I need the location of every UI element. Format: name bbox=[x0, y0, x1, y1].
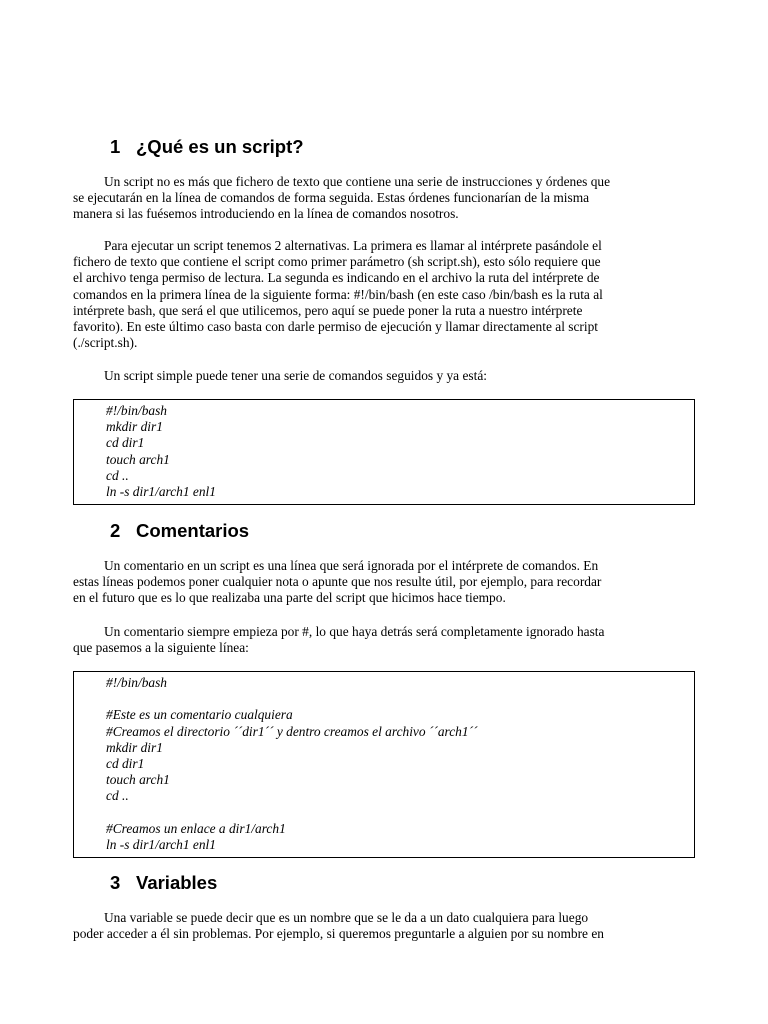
text-line: en el futuro que es lo que realizaba una parte del script que hicimos hace tiempo. bbox=[73, 590, 506, 606]
paragraph bbox=[73, 624, 695, 656]
code-line: cd dir1 bbox=[106, 756, 145, 771]
code-line: #Creamos un enlace a dir1/arch1 bbox=[106, 820, 286, 836]
paragraph bbox=[73, 368, 695, 384]
code-block bbox=[73, 399, 695, 505]
section-number: 1 bbox=[110, 136, 121, 157]
code-line: mkdir dir1 bbox=[106, 419, 163, 435]
code-line bbox=[106, 805, 694, 821]
code-line: ln -s dir1/arch1 enl1 bbox=[106, 484, 216, 500]
text-line: Un comentario en un script es una línea que será ignorada por el intérprete de comandos. En bbox=[104, 558, 599, 573]
text-line: (./script.sh). bbox=[73, 335, 138, 351]
section-number: 2 bbox=[110, 520, 121, 541]
paragraph bbox=[73, 174, 695, 223]
code-line: touch arch1 bbox=[106, 451, 170, 467]
paragraph bbox=[73, 238, 695, 351]
code-line: #!/bin/bash bbox=[106, 675, 168, 690]
text-line: Un script simple puede tener una serie de comandos seguidos y ya está: bbox=[104, 368, 488, 383]
text-line: Un script no es más que fichero de texto que contiene una serie de instrucciones y órdenes que bbox=[104, 174, 611, 189]
section-heading bbox=[110, 136, 304, 158]
code-line: cd .. bbox=[106, 467, 129, 483]
section-heading bbox=[110, 520, 249, 542]
section-title: Comentarios bbox=[136, 520, 250, 541]
code-line bbox=[106, 691, 694, 707]
text-line: intérprete bash, que será el que utilicemos, pero aquí se puede poner la ruta a nuestro intérprete bbox=[73, 302, 583, 318]
code-line: touch arch1 bbox=[106, 772, 170, 788]
code-line: #Creamos el directorio ´´dir1´´ y dentro creamos el archivo ´´arch1´´ bbox=[106, 723, 478, 739]
code-line: #Este es un comentario cualquiera bbox=[106, 707, 293, 723]
text-line: Un comentario siempre empieza por #, lo que haya detrás será completamente ignorado hasta bbox=[104, 624, 605, 639]
text-line: que pasemos a la siguiente línea: bbox=[73, 640, 249, 656]
text-line: poder acceder a él sin problemas. Por ejemplo, si queremos preguntarle a alguien por su nombre en bbox=[73, 926, 604, 942]
text-line: manera si las fuésemos introduciendo en la línea de comandos nosotros. bbox=[73, 206, 459, 222]
text-line: comandos en la primera línea de la siguiente forma: #!/bin/bash (en este caso /bin/bash es la ruta al bbox=[73, 286, 603, 302]
section-title: Variables bbox=[136, 872, 218, 893]
code-line: #!/bin/bash bbox=[106, 403, 168, 418]
text-line: fichero de texto que contiene el script como primer parámetro (sh script.sh), esto sólo requiere que bbox=[73, 254, 601, 270]
text-line: favorito). En este último caso basta con darle permiso de ejecución y llamar directamente al script bbox=[73, 319, 599, 335]
code-line: ln -s dir1/arch1 enl1 bbox=[106, 837, 216, 852]
section-number: 3 bbox=[110, 872, 121, 893]
paragraph bbox=[73, 558, 695, 607]
text-line: Una variable se puede decir que es un nombre que se le da a un dato cualquiera para luego bbox=[104, 910, 589, 925]
section-title: ¿Qué es un script? bbox=[136, 136, 304, 157]
code-line: mkdir dir1 bbox=[106, 739, 163, 755]
code-line: cd dir1 bbox=[106, 435, 145, 451]
paragraph bbox=[73, 910, 695, 942]
text-line: estas líneas podemos poner cualquier nota o apunte que nos resulte útil, por ejemplo, para recordar bbox=[73, 574, 602, 590]
text-line: se ejecutarán en la línea de comandos de forma seguida. Estas órdenes funcionarían de la misma bbox=[73, 190, 590, 206]
section-heading bbox=[110, 872, 217, 894]
text-line: Para ejecutar un script tenemos 2 alternativas. La primera es llamar al intérprete pasándole el bbox=[104, 238, 602, 253]
text-line: el archivo tenga permiso de lectura. La segunda es indicando en el archivo la ruta del intérprete de bbox=[73, 270, 600, 286]
code-line: cd .. bbox=[106, 788, 129, 804]
code-block bbox=[73, 671, 695, 858]
